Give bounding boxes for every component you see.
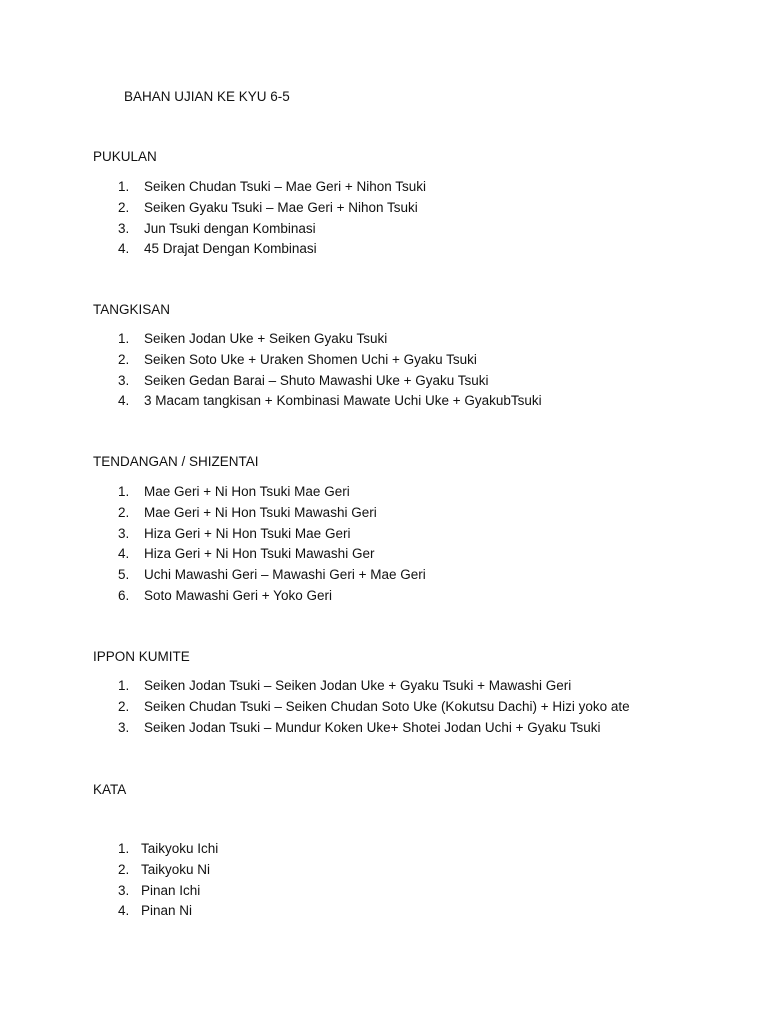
list-item: 4. 45 Drajat Dengan Kombinasi [118, 241, 317, 257]
list-item: 6. Soto Mawashi Geri + Yoko Geri [118, 587, 332, 603]
list-item: 4. 3 Macam tangkisan + Kombinasi Mawate Uchi Uke + GyakubTsuki [118, 393, 542, 409]
section-heading-kata: KATA [93, 782, 127, 797]
section-heading-tendangan: TENDANGAN / SHIZENTAI [93, 454, 259, 469]
list-item: 3. Jun Tsuki dengan Kombinasi [118, 220, 316, 236]
section-heading-pukulan: PUKULAN [93, 149, 157, 164]
section-heading-ippon-kumite: IPPON KUMITE [93, 649, 190, 664]
list-item: 2. Mae Geri + Ni Hon Tsuki Mawashi Geri [118, 504, 377, 520]
list-item: 1. Taikyoku Ichi [118, 841, 219, 856]
document-title: BAHAN UJIAN KE KYU 6-5 [124, 89, 290, 104]
list-item: 4. Pinan Ni [118, 903, 193, 919]
kata-list [118, 839, 218, 922]
list-item: 1. Mae Geri + Ni Hon Tsuki Mae Geri [118, 484, 350, 499]
list-item: 3. Hiza Geri + Ni Hon Tsuki Mae Geri [118, 525, 351, 541]
list-item: 1. Seiken Jodan Tsuki – Seiken Jodan Uke + Gyaku Tsuki + Mawashi Geri [118, 678, 572, 693]
list-item: 3. Seiken Gedan Barai – Shuto Mawashi Uke + Gyaku Tsuki [118, 372, 489, 388]
section-heading-tangkisan: TANGKISAN [93, 302, 171, 317]
tendangan-list [118, 482, 426, 607]
list-item: 5. Uchi Mawashi Geri – Mawashi Geri + Mae Geri [118, 567, 426, 583]
pukulan-list [118, 177, 426, 260]
ippon-kumite-list [118, 676, 630, 738]
list-item: 1. Seiken Jodan Uke + Seiken Gyaku Tsuki [118, 331, 388, 346]
tangkisan-list [118, 329, 542, 412]
list-item: 3. Seiken Jodan Tsuki – Mundur Koken Uke+ Shotei Jodan Uchi + Gyaku Tsuki [118, 719, 601, 735]
list-item: 2. Taikyoku Ni [118, 861, 211, 877]
list-item: 2. Seiken Gyaku Tsuki – Mae Geri + Nihon Tsuki [118, 199, 418, 215]
list-item: 1. Seiken Chudan Tsuki – Mae Geri + Nihon Tsuki [118, 179, 427, 194]
list-item: 2. Seiken Chudan Tsuki – Seiken Chudan Soto Uke (Kokutsu Dachi) + Hizi yoko ate [118, 698, 630, 714]
list-item: 2. Seiken Soto Uke + Uraken Shomen Uchi + Gyaku Tsuki [118, 351, 477, 367]
list-item: 3. Pinan Ichi [118, 882, 201, 898]
list-item: 4. Hiza Geri + Ni Hon Tsuki Mawashi Ger [118, 546, 375, 562]
